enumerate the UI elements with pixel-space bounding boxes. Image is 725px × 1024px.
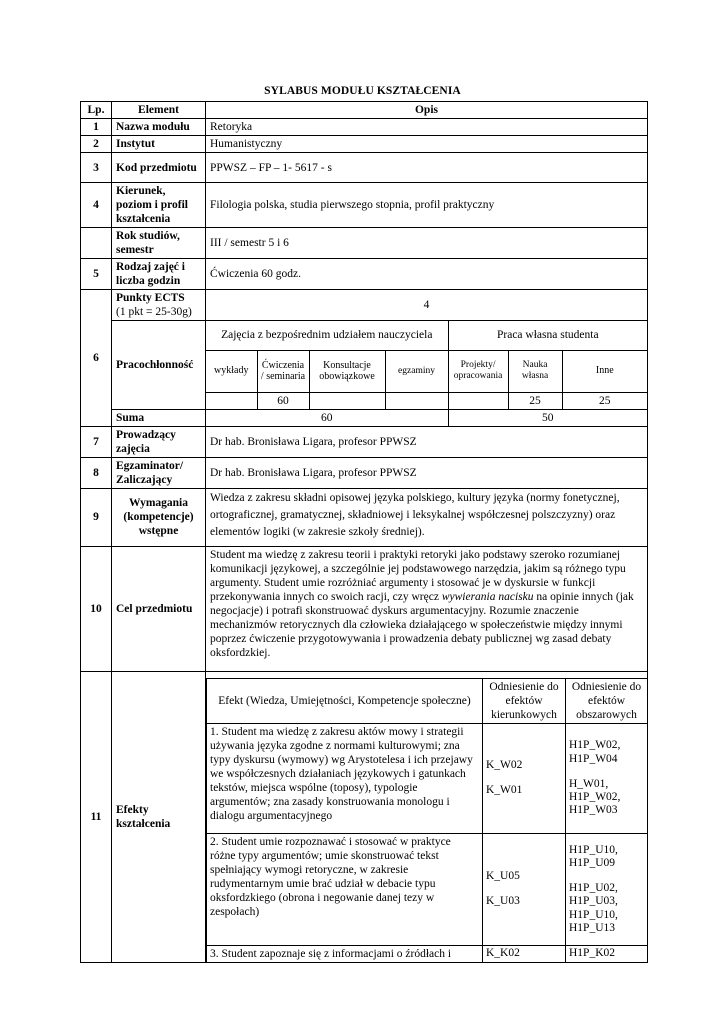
row-ects (81, 290, 648, 321)
lp-cell: 7 (81, 426, 112, 457)
sum-self: 50 (448, 410, 647, 426)
val-konsultacje (309, 392, 385, 409)
code: K_W02 (486, 759, 523, 772)
outcomes-col-obsz: Odniesienie do efektów obszarowych (566, 678, 648, 723)
lp-cell-empty (81, 228, 112, 259)
element-cell: Prowadzący zajęcia (112, 426, 206, 457)
element-cell: Kierunek, poziom i profil kształcenia (112, 183, 206, 228)
effect-2-text: 2. Student umie rozpoznawać i stosować w praktyce różne typy argumentów; umie skonstruować tekst spełniający wymogi retoryczne, w zakresie rudymentarnym umie brać udział w debacie typu oksfordzkiego (obrona i negowanie danej tezy w zespołach) (207, 833, 483, 945)
val-egzaminy (385, 392, 448, 409)
code: K_U05 (486, 870, 520, 883)
row-year-semester (81, 228, 648, 259)
col-wyklady: wykłady (206, 350, 257, 392)
row-course-goal (81, 546, 648, 671)
code: H1P_W02, (569, 790, 621, 803)
row-examiner (81, 457, 648, 488)
workload-label: Pracochłonność (112, 321, 206, 410)
syllabus-table (80, 101, 648, 963)
value-cell: Dr hab. Bronisława Ligara, profesor PPWSZ (206, 457, 648, 488)
goal-text-italic: wywierania nacisku (441, 590, 534, 603)
val-nauka: 25 (508, 392, 562, 409)
row-field-of-study (81, 183, 648, 228)
outcomes-col-kier: Odniesienie do efektów kierunkowych (483, 678, 566, 723)
goal-text-b: na opinie innych (jak negocjacje) i potrafi skonstruować dyskurs argumentacyjny. Rozumie znaczenie mechanizmów retorycznych dla człowieka działającego w społeczeństwie między innymi poprzez ćwiczenie przygotowywania i prowadzenia debaty publicznej wg zasad debaty oksfordzkiej. (210, 590, 634, 659)
value-cell: PPWSZ – FP – 1- 5617 - s (206, 153, 648, 183)
header-element: Element (112, 102, 206, 119)
lp-cell: 3 (81, 153, 112, 183)
effect-2-kier (483, 833, 566, 945)
goal-text (206, 546, 648, 671)
val-wyklady (206, 392, 257, 409)
code: H1P_U02, (569, 882, 618, 895)
value-cell: Retoryka (206, 119, 648, 136)
document-title: SYLABUS MODUŁU KSZTAŁCENIA (264, 85, 461, 97)
outcomes-table (206, 678, 647, 962)
lp-cell: 4 (81, 183, 112, 228)
row-module-name (81, 119, 648, 136)
header-opis: Opis (206, 102, 648, 119)
lp-cell: 11 (81, 671, 112, 962)
code: H1P_U03, (569, 895, 618, 908)
outcomes-col-effect: Efekt (Wiedza, Umiejętności, Kompetencje społeczne) (207, 678, 483, 723)
element-cell: Wymagania (kompetencje) wstępne (112, 488, 206, 546)
code: H1P_K02 (569, 946, 616, 959)
row-instructor (81, 426, 648, 457)
val-cwiczenia: 60 (257, 392, 309, 409)
row-prerequisites (81, 488, 648, 546)
value-cell: Dr hab. Bronisława Ligara, profesor PPWSZ (206, 426, 648, 457)
lp-cell: 5 (81, 259, 112, 290)
code: H1P_W03 (569, 804, 618, 817)
goal-text-a: Student ma wiedzę z zakresu teorii i praktyki retoryki jako podstawy szeroko rozumianej komunikacji językowej, a szczególnie jej podstawowego narzędzia, jakim są różnego typu argumenty. Student umie rozróżniać argumenty i stosować je w dyskursie w funkcji przekonywania innych co swoich racji, czy wręcz (210, 548, 626, 603)
value-cell: Humanistyczny (206, 136, 648, 153)
lp-cell: 9 (81, 488, 112, 546)
code: H1P_U10, (569, 843, 618, 856)
sum-label: Suma (112, 409, 206, 426)
code: H1P_W02, (569, 739, 621, 752)
value-cell: Filologia polska, studia pierwszego stopnia, profil praktyczny (206, 183, 648, 228)
sum-contact: 60 (206, 410, 448, 426)
effect-1-text: 1. Student ma wiedzę z zakresu aktów mowy i strategii używania języka zgodne z normami kulturowymi; zna typy dyskursu (wymowy) wg Arystotelesa i ich przejawy we współczesnych działaniach językowych i gatunkach tekstów, miejsca wspólne (toposy), typologie argumentów; zna zasady konstruowania monologu i dialogu argumentacyjnego (207, 723, 483, 833)
val-projekty (448, 392, 508, 409)
col-egzaminy: egzaminy (385, 350, 448, 392)
element-cell: Egzaminator/ Zaliczający (112, 457, 206, 488)
header-row (81, 102, 648, 119)
col-cwiczenia: Ćwiczenia / seminaria (257, 350, 309, 392)
element-cell: Instytut (112, 136, 206, 153)
code: H1P_U10, (569, 908, 618, 921)
value-cell: Ćwiczenia 60 godz. (206, 259, 648, 290)
self-study-header: Praca własna studenta (448, 321, 647, 350)
element-cell: Nazwa modułu (112, 119, 206, 136)
effect-1-obsz (566, 723, 648, 833)
element-cell: Rok studiów, semestr (112, 228, 206, 259)
workload-grid (206, 321, 648, 410)
code: K_U03 (486, 895, 520, 908)
ects-label: Punkty ECTS (116, 292, 185, 305)
effect-2-obsz (566, 833, 648, 945)
workload-table (206, 321, 647, 409)
value-cell: Wiedza z zakresu składni opisowej języka polskiego, kultury języka (normy fonetycznej, ortograficznej, gramatycznej, składniowej i leksykalnej współczesnej polszczyzny) oraz elementów logiki (w zakresie szkoły średniej). (206, 488, 648, 546)
effect-3-text: 3. Student zapoznaje się z informacjami o źródłach i (207, 945, 483, 962)
lp-cell: 10 (81, 546, 112, 671)
ects-value: 4 (206, 290, 648, 321)
code: H1P_W04 (569, 752, 618, 765)
col-konsultacje: Konsultacje obowiązkowe (309, 350, 385, 392)
element-cell: Efekty kształcenia (112, 671, 206, 962)
outcomes-cell (206, 671, 648, 962)
row-class-type (81, 259, 648, 290)
row-learning-outcomes (81, 671, 648, 962)
code: K_K02 (486, 946, 520, 959)
element-cell: Kod przedmiotu (112, 153, 206, 183)
row-sum (81, 409, 648, 426)
lp-cell: 6 (81, 290, 112, 427)
code: H1P_U13 (569, 921, 616, 934)
lp-cell: 8 (81, 457, 112, 488)
row-institute (81, 136, 648, 153)
sum-table (206, 410, 647, 426)
val-inne: 25 (562, 392, 647, 409)
contact-hours-header: Zajęcia z bezpośrednim udziałem nauczyciela (206, 321, 448, 350)
sum-values (206, 409, 648, 426)
code: H_W01, (569, 777, 609, 790)
value-cell: III / semestr 5 i 6 (206, 228, 648, 259)
element-cell: Cel przedmiotu (112, 546, 206, 671)
lp-cell: 1 (81, 119, 112, 136)
row-course-code (81, 153, 648, 183)
header-lp: Lp. (81, 102, 112, 119)
code: K_W01 (486, 784, 523, 797)
effect-3-obsz (566, 945, 648, 962)
col-projekty: Projekty/ opracowania (448, 350, 508, 392)
code: H1P_U09 (569, 856, 616, 869)
ects-note: (1 pkt = 25-30g) (116, 306, 192, 319)
effect-1-kier (483, 723, 566, 833)
col-nauka: Nauka własna (508, 350, 562, 392)
element-cell: Rodzaj zajęć i liczba godzin (112, 259, 206, 290)
effect-3-kier (483, 945, 566, 962)
ects-label-cell (112, 290, 206, 321)
col-inne: Inne (562, 350, 647, 392)
lp-cell: 2 (81, 136, 112, 153)
